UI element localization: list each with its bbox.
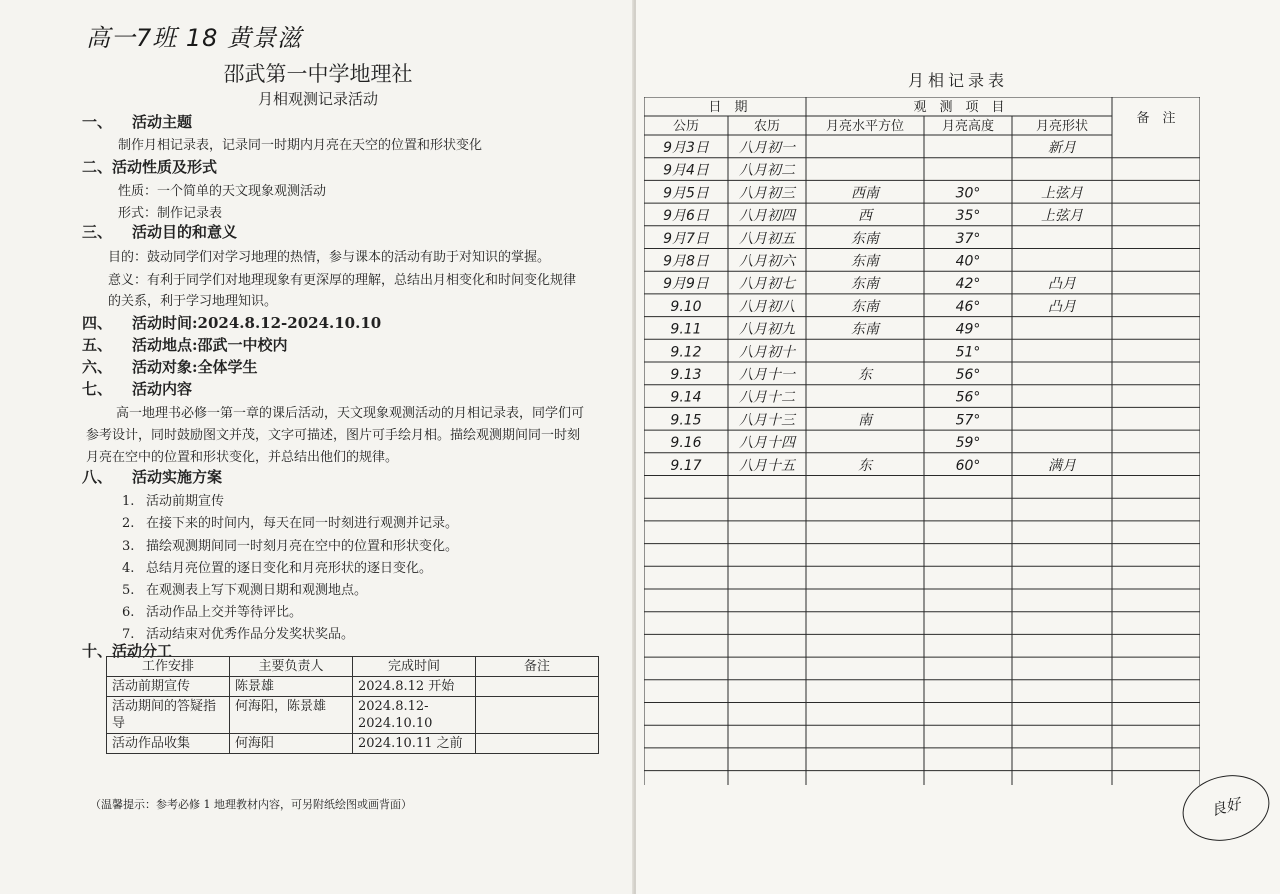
- section-5-heading: 五、 活动地点:邵武一中校内: [82, 336, 288, 354]
- record-cell-height: 42°: [955, 276, 981, 293]
- table-cell: [476, 697, 599, 734]
- section-1-heading: 一、 活动主题: [82, 113, 193, 131]
- moon-record-table: [644, 97, 1200, 785]
- table-cell: 何海阳，陈景雄: [230, 697, 353, 734]
- record-cell-gregorian: 9月9日: [663, 276, 709, 293]
- record-cell-lunar: 八月初八: [739, 298, 795, 315]
- content-text-line3: 月亮在空中的位置和形状变化，并总结出他们的规律。: [86, 450, 399, 465]
- record-cell-height: 57°: [955, 412, 981, 429]
- record-cell-height: 56°: [955, 367, 981, 383]
- table-cell: 陈景雄: [230, 677, 353, 697]
- table-cell: 活动作品收集: [107, 734, 230, 754]
- record-cell-gregorian: 9.14: [670, 389, 702, 406]
- record-cell-lunar: 八月十五: [739, 457, 795, 474]
- table-row: [107, 677, 599, 697]
- record-cell-lunar: 八月初四: [739, 208, 795, 225]
- record-cell-shape: 满月: [1048, 457, 1076, 474]
- column-header: 公历: [672, 119, 700, 134]
- record-cell-direction: 西: [858, 208, 872, 225]
- record-cell-lunar: 八月初九: [739, 321, 795, 338]
- record-cell-direction: 东南: [851, 230, 879, 247]
- record-cell-gregorian: 9.16: [670, 435, 702, 452]
- table-cell: 2024.10.11 之前: [353, 734, 476, 754]
- table-cell: 何海阳: [230, 734, 353, 754]
- record-cell-lunar: 八月十三: [739, 412, 795, 429]
- plan-item: 4. 总结月亮位置的逐日变化和月亮形状的逐日变化。: [122, 561, 433, 576]
- record-cell-lunar: 八月初五: [739, 230, 795, 247]
- plan-item: 2. 在接下来的时间内，每天在同一时刻进行观测并记录。: [122, 516, 459, 531]
- column-header: 月亮水平方位: [825, 119, 905, 134]
- record-cell-shape: 凸月: [1048, 276, 1076, 293]
- record-cell-gregorian: 9月3日: [663, 140, 709, 156]
- record-cell-lunar: 八月十四: [739, 435, 795, 452]
- table-cell: 2024.8.12-2024.10.10: [353, 697, 476, 734]
- meaning-text-line2: 的关系，利于学习地理知识。: [108, 294, 278, 309]
- plan-item: 1. 活动前期宣传: [122, 494, 225, 509]
- record-cell-direction: 东: [858, 367, 872, 383]
- record-cell-lunar: 八月初二: [739, 162, 795, 179]
- record-cell-lunar: 八月十二: [739, 389, 795, 406]
- section-4-heading: 四、 活动时间:2024.8.12-2024.10.10: [82, 314, 382, 332]
- record-cell-gregorian: 9月8日: [663, 253, 709, 270]
- left-page: [0, 0, 636, 894]
- content-text-line1: 高一地理书必修一第一章的课后活动，天文现象观测活动的月相记录表，同学们可: [116, 406, 585, 421]
- observation-group-header: 观 测 项 目: [913, 100, 1005, 115]
- purpose-text: 目的：鼓动同学们对学习地理的热情，参与课本的活动有助于对知识的掌握。: [108, 250, 551, 265]
- header-handwriting: 高一7班 18 黄景滋: [86, 24, 303, 52]
- record-cell-direction: 西南: [851, 185, 879, 202]
- record-cell-direction: 南: [858, 412, 872, 429]
- section-3-heading: 三、 活动目的和意义: [82, 223, 238, 241]
- record-cell-height: 60°: [955, 457, 981, 474]
- remark-header: 备 注: [1136, 111, 1176, 126]
- record-cell-shape: 上弦月: [1041, 208, 1083, 225]
- table-header: 完成时间: [353, 657, 476, 677]
- section-7-heading: 七、 活动内容: [82, 380, 193, 398]
- content-text-line2: 参考设计，同时鼓励图文并茂，文字可描述，图片可手绘月相。描绘观测期间同一时刻: [86, 428, 581, 443]
- column-header: 月亮形状: [1035, 119, 1089, 134]
- plan-item: 5. 在观测表上写下观测日期和观测地点。: [122, 583, 368, 598]
- record-cell-lunar: 八月初三: [739, 185, 795, 202]
- section-8-heading: 八、 活动实施方案: [82, 468, 223, 486]
- record-cell-gregorian: 9.15: [670, 412, 702, 429]
- record-cell-direction: 东南: [851, 298, 879, 315]
- record-cell-lunar: 八月初六: [739, 253, 795, 270]
- table-header: 备注: [476, 657, 599, 677]
- record-cell-height: 49°: [955, 321, 981, 338]
- record-cell-gregorian: 9.10: [670, 298, 702, 315]
- form-text: 形式：制作记录表: [118, 206, 223, 221]
- table-header: 主要负责人: [230, 657, 353, 677]
- record-cell-gregorian: 9.12: [670, 344, 702, 361]
- plan-item: 7. 活动结束对优秀作品分发奖状奖品。: [122, 627, 355, 642]
- theme-text: 制作月相记录表，记录同一时期内月亮在天空的位置和形状变化: [118, 138, 483, 153]
- table-row: [107, 697, 599, 734]
- table-cell: [476, 677, 599, 697]
- table-cell: 活动期间的答疑指导: [107, 697, 230, 734]
- record-cell-height: 51°: [955, 344, 981, 361]
- record-cell-height: 46°: [955, 298, 981, 315]
- record-cell-lunar: 八月初十: [739, 344, 795, 361]
- table-cell: 活动前期宣传: [107, 677, 230, 697]
- record-cell-height: 59°: [955, 435, 981, 452]
- record-cell-height: 30°: [955, 185, 981, 202]
- record-cell-height: 37°: [955, 230, 981, 247]
- school-title: 邵武第一中学地理社: [223, 62, 413, 86]
- record-cell-direction: 东: [858, 457, 872, 474]
- record-cell-shape: 凸月: [1048, 298, 1076, 315]
- record-cell-gregorian: 9月4日: [663, 162, 709, 179]
- plan-item: 6. 活动作品上交并等待评比。: [122, 605, 303, 620]
- activity-subtitle: 月相观测记录活动: [257, 90, 378, 108]
- table-cell: [476, 734, 599, 754]
- record-cell-gregorian: 9月7日: [663, 230, 709, 247]
- record-cell-lunar: 八月初七: [739, 276, 795, 293]
- table-cell: 2024.8.12 开始: [353, 677, 476, 697]
- table-header-row: [107, 657, 599, 677]
- grade-stamp: 良好: [1176, 766, 1277, 849]
- task-assignment-table: [106, 656, 599, 754]
- nature-text: 性质：一个简单的天文现象观测活动: [118, 184, 327, 199]
- table-header: 工作安排: [107, 657, 230, 677]
- record-cell-shape: 上弦月: [1041, 185, 1083, 202]
- record-cell-direction: 东南: [851, 276, 879, 293]
- date-group-header: 日 期: [708, 100, 748, 115]
- section-10-heading: 十、活动分工: [82, 642, 173, 660]
- record-cell-gregorian: 9.17: [670, 457, 702, 474]
- record-cell-shape: 新月: [1048, 140, 1076, 156]
- section-2-heading: 二、活动性质及形式: [82, 158, 218, 176]
- record-table-title: 月相记录表: [907, 71, 1008, 90]
- table-row: [107, 734, 599, 754]
- record-cell-height: 40°: [955, 253, 981, 270]
- record-cell-gregorian: 9月6日: [663, 208, 709, 225]
- column-header: 月亮高度: [941, 119, 995, 134]
- record-cell-lunar: 八月初一: [739, 140, 795, 156]
- record-cell-gregorian: 9.13: [670, 367, 702, 383]
- record-cell-gregorian: 9月5日: [663, 185, 709, 202]
- column-header: 农历: [753, 119, 781, 134]
- record-cell-direction: 东南: [851, 321, 879, 338]
- tip-note: （温馨提示：参考必修 1 地理教材内容，可另附纸绘图或画背面）: [90, 798, 412, 811]
- record-cell-direction: 东南: [851, 253, 879, 270]
- section-6-heading: 六、 活动对象:全体学生: [82, 358, 258, 376]
- record-cell-height: 56°: [955, 389, 981, 406]
- plan-item: 3. 描绘观测期间同一时刻月亮在空中的位置和形状变化。: [122, 539, 459, 554]
- record-cell-gregorian: 9.11: [670, 321, 702, 338]
- meaning-text-line1: 意义：有利于同学们对地理现象有更深厚的理解，总结出月相变化和时间变化规律: [108, 273, 577, 288]
- record-cell-height: 35°: [955, 208, 981, 225]
- record-cell-lunar: 八月十一: [739, 367, 795, 383]
